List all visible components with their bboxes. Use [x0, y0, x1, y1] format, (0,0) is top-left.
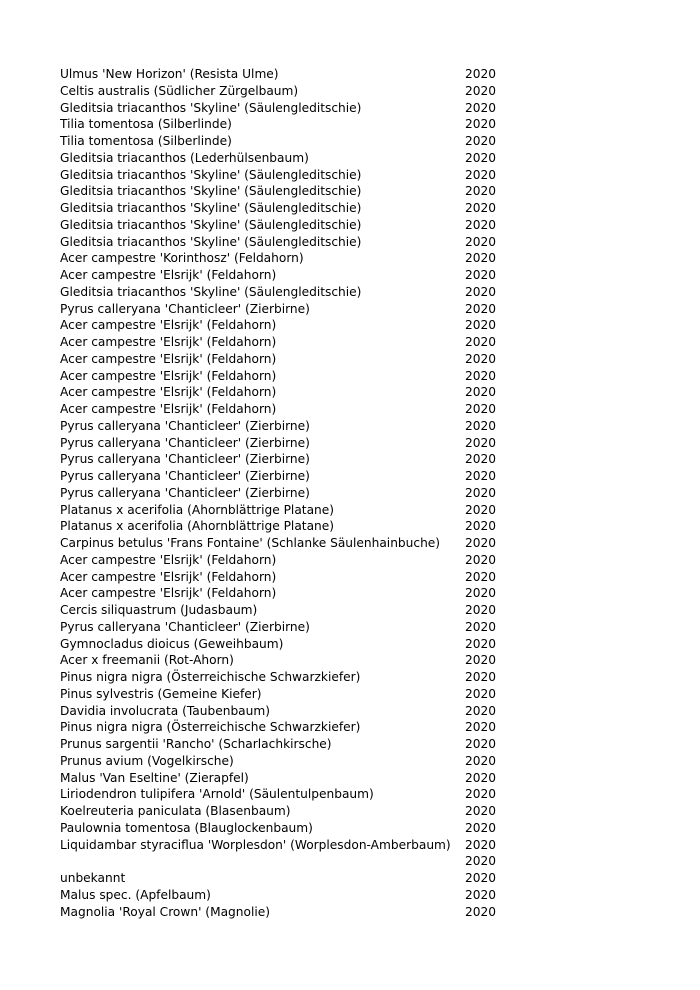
table-row — [60, 552, 520, 569]
planting-year: 2020 — [465, 150, 497, 165]
table-row — [60, 518, 520, 535]
tree-name: Davidia involucrata (Taubenbaum) — [60, 703, 270, 718]
tree-name: Magnolia 'Royal Crown' (Magnolie) — [60, 904, 270, 919]
table-row — [60, 100, 520, 117]
planting-year: 2020 — [465, 83, 497, 98]
planting-year: 2020 — [465, 804, 497, 818]
table-row — [60, 150, 520, 167]
planting-year: 2020 — [465, 452, 497, 467]
tree-name: Malus spec. (Apfelbaum) — [60, 887, 211, 902]
tree-name: Liquidambar styraciflua 'Worplesdon' (Worplesdon-Amberbaum) — [60, 837, 451, 852]
table-row — [60, 301, 520, 318]
table-row — [60, 669, 520, 686]
tree-name: Acer campestre 'Elsrijk' (Feldahorn) — [60, 402, 277, 416]
planting-year: 2020 — [465, 753, 497, 768]
planting-year: 2020 — [465, 100, 497, 115]
tree-name: Gleditsia triacanthos 'Skyline' (Säulengleditschie) — [60, 184, 362, 199]
tree-name: Pyrus calleryana 'Chanticleer' (Zierbirne) — [60, 469, 310, 483]
tree-name: Prunus avium (Vogelkirsche) — [60, 753, 234, 768]
tree-name: Pyrus calleryana 'Chanticleer' (Zierbirne) — [60, 452, 310, 467]
planting-year: 2020 — [465, 820, 497, 835]
tree-name: Tilia tomentosa (Silberlinde) — [60, 117, 232, 132]
tree-name: Gleditsia triacanthos 'Skyline' (Säulengleditschie) — [60, 100, 362, 115]
planting-year: 2020 — [465, 904, 497, 919]
tree-name: Acer campestre 'Elsrijk' (Feldahorn) — [60, 335, 277, 349]
table-row — [60, 83, 520, 100]
planting-year: 2020 — [465, 167, 497, 182]
tree-name: Gleditsia triacanthos 'Skyline' (Säulengleditschie) — [60, 217, 362, 232]
tree-name: Liriodendron tulipifera 'Arnold' (Säulentulpenbaum) — [60, 787, 374, 802]
table-row — [60, 585, 520, 602]
planting-year: 2020 — [465, 737, 497, 751]
tree-name: Prunus sargentii 'Rancho' (Scharlachkirsche) — [60, 737, 332, 751]
planting-year: 2020 — [465, 569, 497, 584]
tree-name: Malus 'Van Eseltine' (Zierapfel) — [60, 770, 249, 785]
table-row — [60, 719, 520, 736]
planting-year: 2020 — [465, 536, 497, 550]
table-row — [60, 820, 520, 837]
tree-name: Pyrus calleryana 'Chanticleer' (Zierbirne) — [60, 301, 310, 316]
tree-name: unbekannt — [60, 871, 126, 885]
table-row — [60, 652, 520, 669]
planting-year: 2020 — [465, 619, 497, 634]
table-row — [60, 502, 520, 519]
planting-year: 2020 — [465, 385, 497, 400]
table-row — [60, 619, 520, 636]
planting-year: 2020 — [465, 720, 497, 735]
table-row — [60, 418, 520, 435]
table-row — [60, 234, 520, 251]
tree-name: Pyrus calleryana 'Chanticleer' (Zierbirne) — [60, 619, 310, 634]
tree-name: Acer campestre 'Elsrijk' (Feldahorn) — [60, 385, 277, 400]
tree-name: Gleditsia triacanthos 'Skyline' (Säulengleditschie) — [60, 167, 362, 182]
tree-name: Acer x freemanii (Rot-Ahorn) — [60, 653, 234, 668]
planting-year: 2020 — [465, 284, 497, 299]
tree-name: Pyrus calleryana 'Chanticleer' (Zierbirne) — [60, 418, 310, 433]
tree-name: Acer campestre 'Elsrijk' (Feldahorn) — [60, 552, 277, 567]
planting-year: 2020 — [465, 686, 497, 701]
planting-year: 2020 — [465, 318, 497, 333]
tree-name: Acer campestre 'Elsrijk' (Feldahorn) — [60, 586, 277, 601]
planting-year: 2020 — [465, 787, 497, 802]
table-row — [60, 167, 520, 184]
planting-year: 2020 — [465, 469, 497, 483]
table-row — [60, 535, 520, 552]
planting-year: 2020 — [465, 485, 497, 500]
tree-name: Pyrus calleryana 'Chanticleer' (Zierbirne) — [60, 485, 310, 500]
tree-list — [60, 66, 520, 920]
planting-year: 2020 — [465, 418, 497, 433]
tree-name: Koelreuteria paniculata (Blasenbaum) — [60, 804, 291, 818]
table-row — [60, 200, 520, 217]
planting-year: 2020 — [465, 134, 497, 148]
table-row — [60, 703, 520, 720]
table-row — [60, 602, 520, 619]
table-row — [60, 753, 520, 770]
table-row — [60, 401, 520, 418]
table-row — [60, 116, 520, 133]
table-row — [60, 770, 520, 787]
table-row — [60, 317, 520, 334]
planting-year: 2020 — [465, 335, 497, 349]
planting-year: 2020 — [465, 251, 497, 266]
planting-year: 2020 — [465, 552, 497, 567]
table-row — [60, 569, 520, 586]
table-row — [60, 485, 520, 502]
tree-name: Paulownia tomentosa (Blauglockenbaum) — [60, 820, 313, 835]
table-row — [60, 250, 520, 267]
tree-name: Acer campestre 'Elsrijk' (Feldahorn) — [60, 351, 277, 366]
tree-name: Pinus sylvestris (Gemeine Kiefer) — [60, 686, 262, 701]
tree-name: Pinus nigra nigra (Österreichische Schwarzkiefer) — [60, 720, 361, 735]
tree-name: Acer campestre 'Elsrijk' (Feldahorn) — [60, 368, 277, 383]
planting-year: 2020 — [465, 519, 497, 534]
planting-year: 2020 — [465, 887, 497, 902]
table-row — [60, 904, 520, 921]
planting-year: 2020 — [465, 301, 497, 316]
table-row — [60, 451, 520, 468]
planting-year: 2020 — [465, 603, 497, 617]
planting-year: 2020 — [465, 368, 497, 383]
table-row — [60, 334, 520, 351]
table-row — [60, 284, 520, 301]
table-row — [60, 870, 520, 887]
table-row — [60, 468, 520, 485]
planting-year: 2020 — [465, 854, 497, 869]
tree-name: Pyrus calleryana 'Chanticleer' (Zierbirne) — [60, 435, 310, 450]
planting-year: 2020 — [465, 217, 497, 232]
planting-year: 2020 — [465, 871, 497, 885]
table-row — [60, 636, 520, 653]
tree-name: Acer campestre 'Elsrijk' (Feldahorn) — [60, 318, 277, 333]
planting-year: 2020 — [465, 268, 497, 282]
table-row — [60, 217, 520, 234]
planting-year: 2020 — [465, 837, 497, 852]
tree-name: Celtis australis (Südlicher Zürgelbaum) — [60, 83, 299, 98]
planting-year: 2020 — [465, 351, 497, 366]
planting-year: 2020 — [465, 670, 497, 684]
planting-year: 2020 — [465, 117, 497, 132]
planting-year: 2020 — [465, 234, 497, 249]
planting-year: 2020 — [465, 435, 497, 450]
table-row — [60, 368, 520, 385]
table-row — [60, 351, 520, 368]
tree-name: Acer campestre 'Elsrijk' (Feldahorn) — [60, 268, 277, 282]
table-row — [60, 686, 520, 703]
table-row — [60, 837, 520, 854]
planting-year: 2020 — [465, 770, 497, 785]
tree-name: Platanus x acerifolia (Ahornblättrige Platane) — [60, 519, 335, 534]
table-row — [60, 887, 520, 904]
table-row — [60, 435, 520, 452]
tree-name: Carpinus betulus 'Frans Fontaine' (Schlanke Säulenhainbuche) — [60, 536, 441, 550]
table-row — [60, 267, 520, 284]
tree-name: Ulmus 'New Horizon' (Resista Ulme) — [60, 67, 279, 81]
table-row — [60, 736, 520, 753]
planting-year: 2020 — [465, 703, 497, 718]
planting-year: 2020 — [465, 67, 497, 81]
tree-name: Pinus nigra nigra (Österreichische Schwarzkiefer) — [60, 670, 361, 684]
table-row — [60, 133, 520, 150]
tree-name: Gleditsia triacanthos 'Skyline' (Säulengleditschie) — [60, 234, 362, 249]
planting-year: 2020 — [465, 402, 497, 416]
tree-name: Tilia tomentosa (Silberlinde) — [60, 134, 232, 148]
tree-name: Gymnocladus dioicus (Geweihbaum) — [60, 636, 284, 651]
table-row — [60, 384, 520, 401]
planting-year: 2020 — [465, 201, 497, 215]
tree-name: Gleditsia triacanthos 'Skyline' (Säulengleditschie) — [60, 201, 362, 215]
table-row — [60, 803, 520, 820]
planting-year: 2020 — [465, 653, 497, 668]
table-row — [60, 786, 520, 803]
tree-name: Gleditsia triacanthos 'Skyline' (Säulengleditschie) — [60, 284, 362, 299]
planting-year: 2020 — [465, 502, 497, 517]
tree-name: Cercis siliquastrum (Judasbaum) — [60, 603, 258, 617]
planting-year: 2020 — [465, 636, 497, 651]
tree-name: Acer campestre 'Elsrijk' (Feldahorn) — [60, 569, 277, 584]
tree-name: Platanus x acerifolia (Ahornblättrige Platane) — [60, 502, 335, 517]
table-row — [60, 66, 520, 83]
table-row — [60, 183, 520, 200]
planting-year: 2020 — [465, 184, 497, 199]
table-row — [60, 853, 520, 870]
planting-year: 2020 — [465, 586, 497, 601]
tree-name: Acer campestre 'Korinthosz' (Feldahorn) — [60, 251, 304, 266]
tree-name: Gleditsia triacanthos (Lederhülsenbaum) — [60, 150, 309, 165]
